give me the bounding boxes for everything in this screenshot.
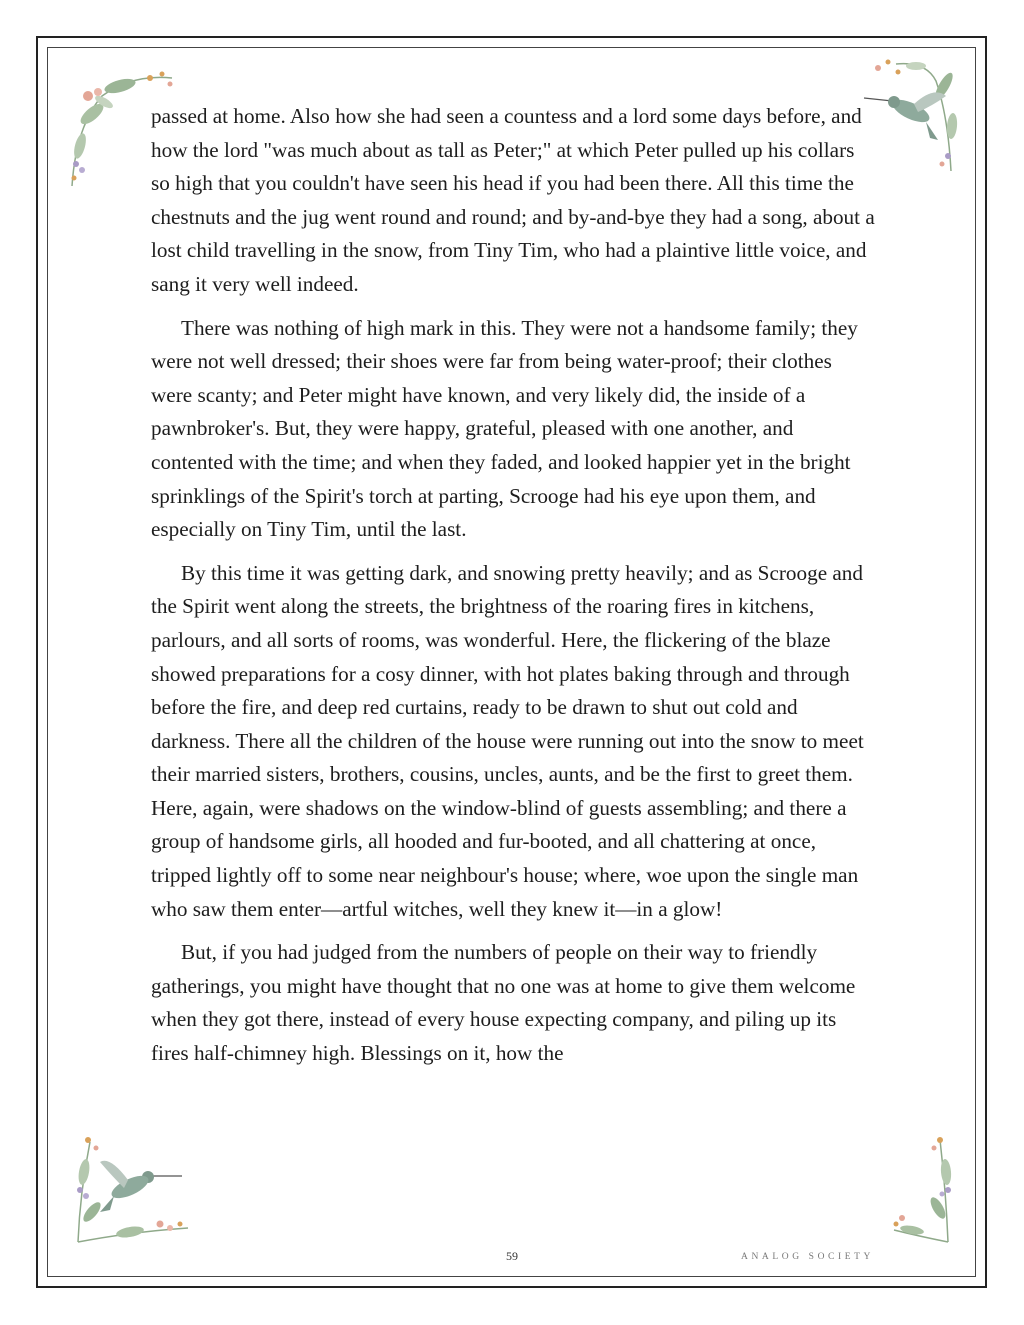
- floral-corner-icon: [888, 1132, 968, 1247]
- body-text: [151, 100, 876, 1081]
- page-number: 59: [506, 1249, 518, 1263]
- footer-brand: ANALOG SOCIETY: [741, 1252, 874, 1262]
- paragraph: But, if you had judged from the numbers of people on their way to friendly gatherings, you might have thought that no one was at home to give them welcome when they got there, instead of every house expecting company, and piling up its fires half-chimney high. Blessings on it, how the: [151, 940, 856, 1066]
- paragraph: By this time it was getting dark, and snowing pretty heavily; and as Scrooge and the Spirit went along the streets, the brightness of the roaring fires in kitchens, parlours, and all sorts of rooms, was wonderful. Here, the flickering of the blaze showed preparations for a cosy dinner, with hot plates baking through and through before the fire, and deep red curtains, ready to be drawn to shut out cold and darkness. There all the children of the house were running out into the snow to meet their married sisters, brothers, cousins, uncles, aunts, and be the first to greet them. Here, again, were shadows on the window-blind of guests assembling; and there a group of handsome girls, all hooded and fur-booted, and all chattering at once, tripped lightly off to some near neighbour's house; where, woe upon the single man who saw them enter—artful witches, well they knew it—in a glow!: [151, 560, 864, 921]
- paragraph: There was nothing of high mark in this. They were not a handsome family; they were not well dressed; their shoes were far from being water-proof; their clothes were scanty; and Peter might have known, and very likely did, the inside of a pawnbroker's. But, they were happy, grateful, pleased with one another, and contented with the time; and when they faded, and looked happier yet in the bright sprinklings of the Spirit's torch at parting, Scrooge had his eye upon them, and especially on Tiny Tim, until the last.: [151, 315, 858, 542]
- hummingbird-floral-icon: [70, 1132, 200, 1247]
- paragraph: passed at home. Also how she had seen a countess and a lord some days before, and how the lord "was much about as tall as Peter;" at which Peter pulled up his collars so high that you couldn't have seen his head if you had been there. All this time the chestnuts and the jug went round and round; and by-and-bye they had a song, about a lost child travelling in the snow, from Tiny Tim, who had a plaintive little voice, and sang it very well indeed.: [151, 104, 875, 296]
